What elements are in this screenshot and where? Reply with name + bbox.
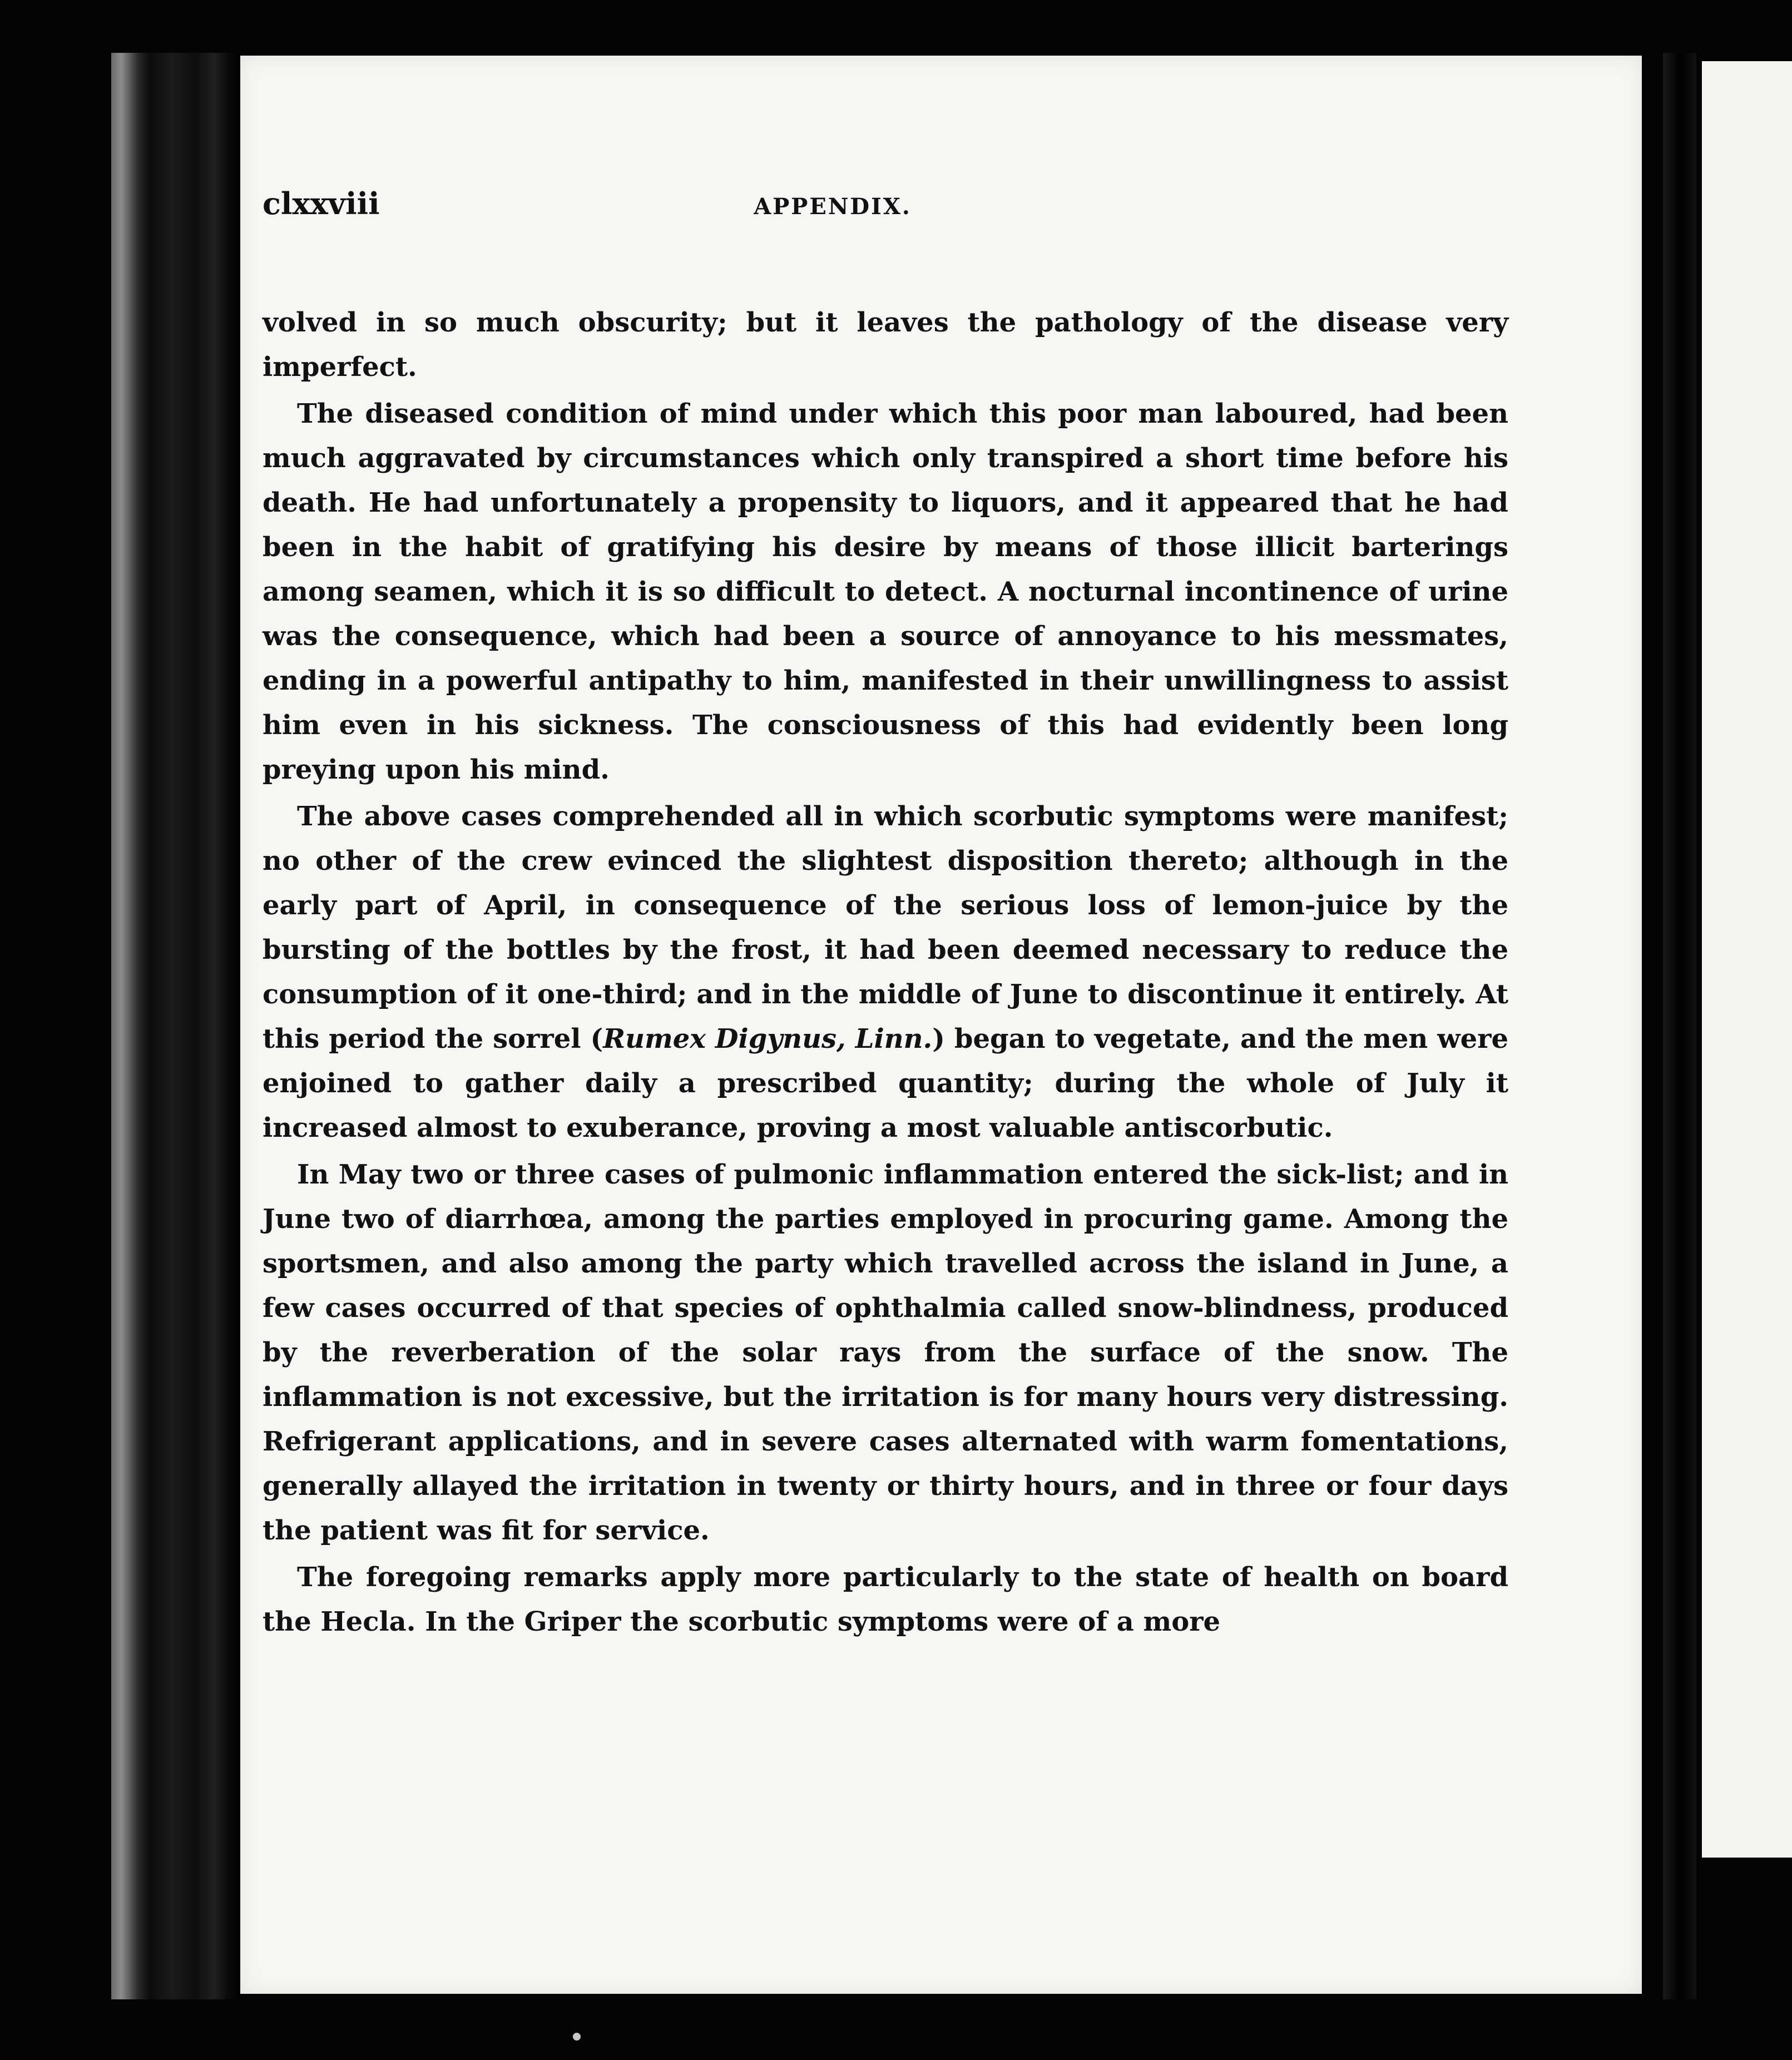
paragraph-scorbutic-cases [263,794,1508,1150]
paragraph-ophthalmia: In May two or three cases of pulmonic inflammation entered the sick-list; and in June two of diarrhœa, among the parties employed in procuring game. Among the sportsmen, and also among the party which travelled across the island in June, a few cases occurred of that species of ophthalmia called snow-blindness, produced by the reverberation of the solar rays from the surface of the snow. The inflammation is not excessive, but the irritation is for many hours very distressing. Refrigerant applications, and in severe cases alternated with warm fomentations, generally allayed the irritation in twenty or thirty hours, and in three or four days the patient was fit for service. [263,1159,1508,1546]
page-number: clxxviii [263,186,380,221]
paragraph-scorbutic-cases-part-2: ) began to vegetate, and the men were enjoined to gather daily a prescribed quantity; during the whole of July it increased almost to exuberance, proving a most valuable antiscorbutic. [263,1023,1508,1143]
facing-page-edge [1702,61,1792,1858]
book-spine [111,53,240,1999]
paragraph-hecla-griper: The foregoing remarks apply more particularly to the state of health on board the Hecla. In the Griper the scorbutic symptoms were of a more [263,1562,1508,1637]
paragraph-continuation: volved in so much obscurity; but it leaves the pathology of the disease very imperfect. [263,307,1508,383]
paragraph-scorbutic-cases-part-1: The above cases comprehended all in which scorbutic symptoms were manifest; no other of the crew evinced the slightest disposition thereto; although in the early part of April, in consequence of the serious loss of lemon-juice by the bursting of the bottles by the frost, it had been deemed necessary to reduce the consumption of it one-third; and in the middle of June to discontinue it entirely. At this period the sorrel ( [263,801,1508,1054]
page-header [263,186,1403,236]
scan-speck [573,2033,581,2041]
body-text [263,300,1508,1646]
page-gutter [1663,53,1696,1999]
paragraph-mental-condition: The diseased condition of mind under which this poor man laboured, had been much aggravated by circumstances which only transpired a short time before his death. He had unfortunately a propensity to liquors, and it appeared that he had been in the habit of gratifying his desire by means of those illicit barterings among seamen, which it is so difficult to detect. A nocturnal incontinence of urine was the consequence, which had been a source of annoyance to his messmates, ending in a powerful antipathy to him, manifested in their unwillingness to assist him even in his sickness. The consciousness of this had evidently been long preying upon his mind. [263,398,1508,785]
botanical-name: Rumex Digynus, Linn. [603,1023,933,1054]
running-head: APPENDIX. [754,194,912,220]
